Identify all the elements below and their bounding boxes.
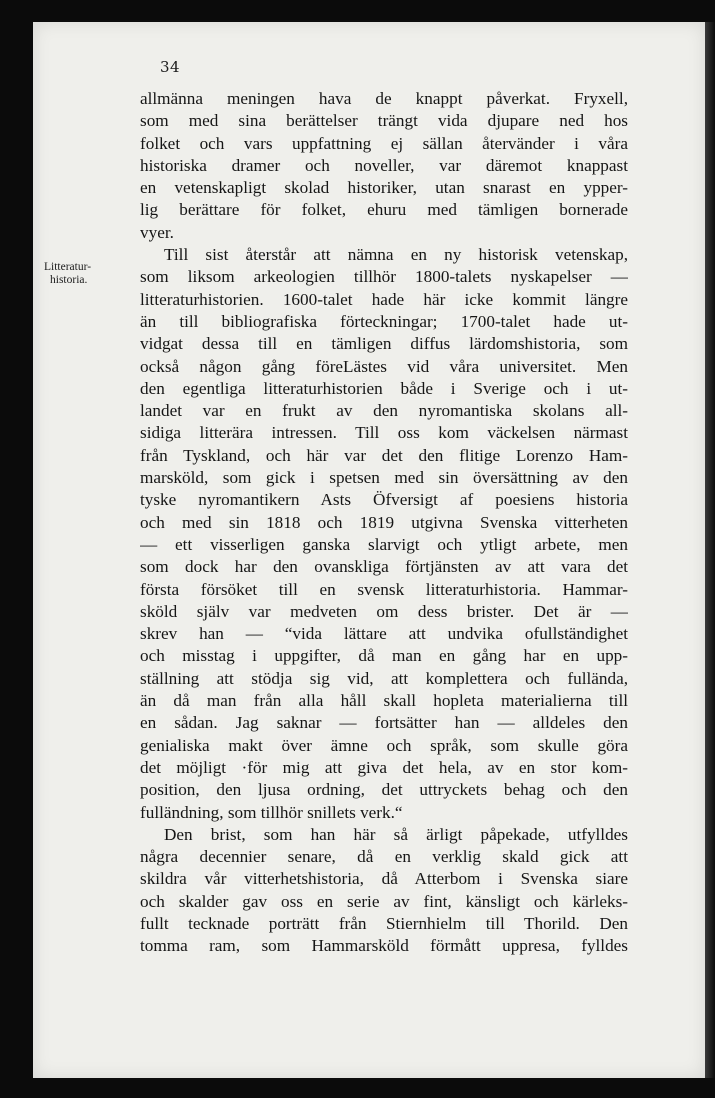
text-line: lig berättare för folket, ehuru med tämligen bornerade xyxy=(140,200,628,220)
text-line: vyer. xyxy=(140,222,174,242)
page-number: 34 xyxy=(160,58,181,76)
text-line: som dock har den ovanskliga förtjänsten av att vara det xyxy=(140,557,628,577)
text-line: skildra vår vitterhetshistoria, då Atterbom i Svenska siare xyxy=(140,869,628,889)
text-line: från Tyskland, och här var det den flitige Lorenzo Ham- xyxy=(140,445,628,465)
text-line: och med sin 1818 och 1819 utgivna Svenska vitterheten xyxy=(140,512,628,532)
text-line: som med sina berättelser trängt vida djupare ned hos xyxy=(140,111,628,131)
margin-note xyxy=(44,261,134,287)
text-line: sidiga litterära intressen. Till oss kom väckelsen närmast xyxy=(140,423,628,443)
page-edge-shadow xyxy=(705,22,715,1078)
text-line: än till bibliografiska förteckningar; 1700-talet hade ut- xyxy=(140,311,628,331)
text-line: fullt tecknade porträtt från Stiernhielm till Thorild. Den xyxy=(140,913,628,933)
text-line: det möjligt ·för mig att giva det hela, av en stor kom- xyxy=(140,757,628,777)
text-line: landet var en frukt av den nyromantiska skolans all- xyxy=(140,401,628,421)
text-line: Den brist, som han här så ärligt påpekade, utfylldes xyxy=(164,824,628,844)
text-line: än då man från alla håll skall hopleta materialierna till xyxy=(140,691,628,711)
text-line: som liksom arkeologien tillhör 1800-talets nyskapelser — xyxy=(140,267,628,287)
text-line: historiska dramer och noveller, var däremot knappast xyxy=(140,155,628,175)
text-line: sköld själv var medveten om dess brister. Det är — xyxy=(140,601,628,621)
text-line: genialiska makt över ämne och språk, som skulle göra xyxy=(140,735,628,755)
text-line: folket och vars uppfattning ej sällan återvänder i våra xyxy=(140,133,628,153)
text-line: den egentliga litteraturhistorien både i Sverige och i ut- xyxy=(140,378,628,398)
text-line: vidgat dessa till en tämligen diffus lärdomshistoria, som xyxy=(140,334,628,354)
text-line: också någon gång föreLästes vid våra universitet. Men xyxy=(140,356,628,376)
text-line: fulländning, som tillhör snillets verk.“ xyxy=(140,802,403,822)
text-line: första försöket till en svensk litteraturhistoria. Hammar- xyxy=(140,579,628,599)
text-line: tyske nyromantikern Asts Öfversigt af poesiens historia xyxy=(140,490,628,510)
text-line: allmänna meningen hava de knappt påverkat. Fryxell, xyxy=(140,89,628,108)
text-line: skrev han — “vida lättare att undvika ofullständighet xyxy=(140,624,628,644)
margin-note-line: Litteratur- xyxy=(44,261,92,273)
text-line: position, den ljusa ordning, det uttryckets behag och den xyxy=(140,780,628,800)
text-line: en vetenskapligt skolad historiker, utan snarast en ypper- xyxy=(140,178,628,198)
text-line: marsköld, som gick i spetsen med sin översättning av den xyxy=(140,468,628,488)
text-line: och misstag i uppgifter, då man en gång har en upp- xyxy=(140,646,628,666)
text-line: ställning att stödja sig vid, att komplettera och fullända, xyxy=(140,668,628,688)
text-line: tomma ram, som Hammarsköld förmått uppresa, fylldes xyxy=(140,936,628,956)
text-line: litteraturhistorien. 1600-talet hade här icke kommit längre xyxy=(140,289,628,309)
body-text xyxy=(140,88,628,958)
margin-note-line: historia. xyxy=(50,274,88,286)
text-line: Till sist återstår att nämna en ny historisk vetenskap, xyxy=(164,245,628,265)
text-line: några decennier senare, då en verklig skald gick att xyxy=(140,847,628,867)
text-line: en sådan. Jag saknar — fortsätter han — alldeles den xyxy=(140,713,628,733)
text-line: och skalder gav oss en serie av fint, känsligt och kärleks- xyxy=(140,891,628,911)
text-line: — ett visserligen ganska slarvigt och ytligt arbete, men xyxy=(140,534,628,554)
